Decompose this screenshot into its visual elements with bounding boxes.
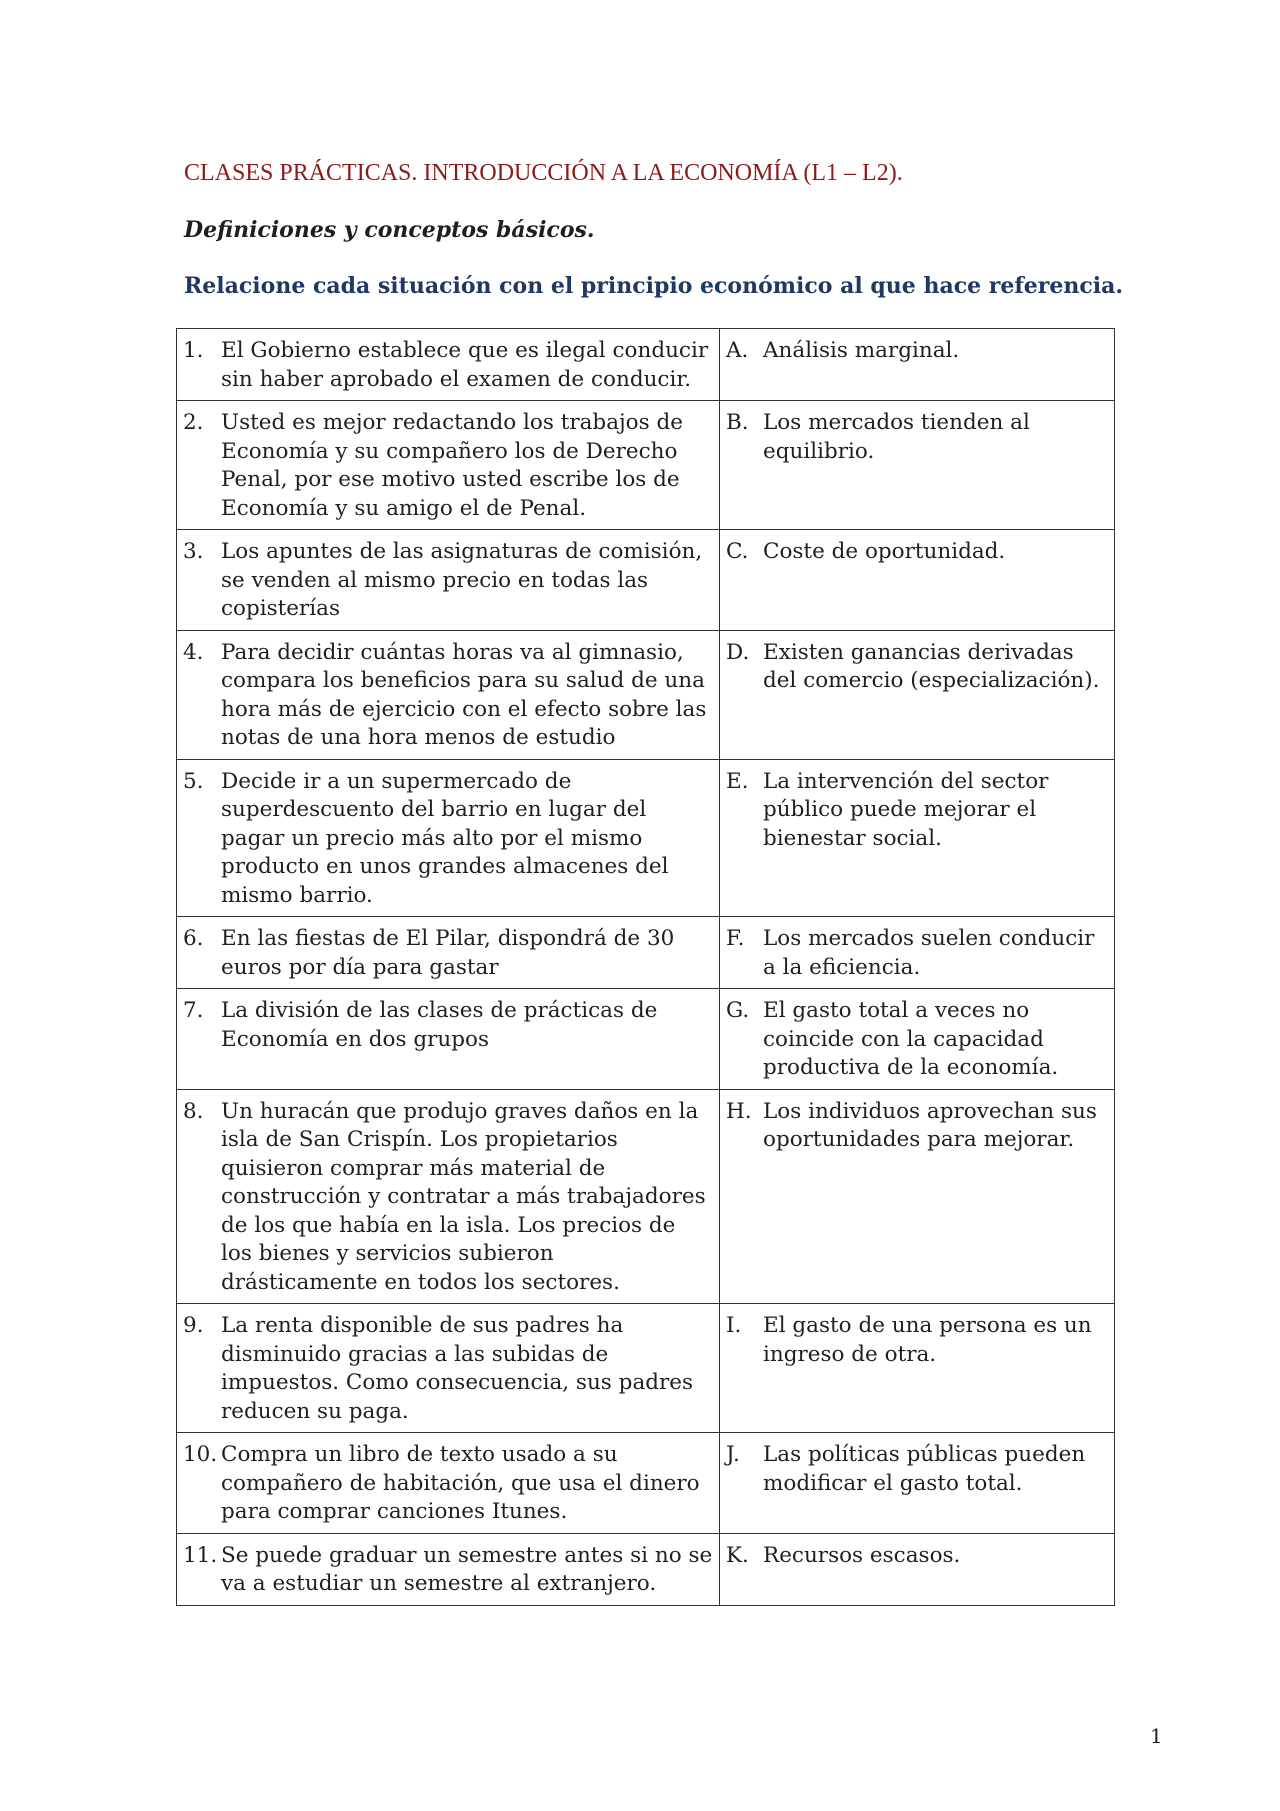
situation-cell bbox=[177, 530, 720, 631]
situation-text: La renta disponible de sus padres ha disminuido gracias a las subidas de impuestos. Como consecuencia, sus padres reducen su paga. bbox=[221, 1313, 694, 1424]
situation-cell bbox=[177, 917, 720, 989]
principle-text: Existen ganancias derivadas del comercio (especialización). bbox=[763, 639, 1100, 693]
situation-text: Un huracán que produjo graves daños en la isla de San Crispín. Los propietarios quisieron comprar más material de construcción y contratar a más trabajadores de los que había en la isla. Los precios de los bienes y servicios subieron drásticamente en todos los sectores. bbox=[221, 1098, 706, 1295]
principle-cell bbox=[720, 989, 1115, 1090]
principle-letter: K. bbox=[726, 1542, 749, 1568]
situation-number: 11. bbox=[183, 1542, 218, 1568]
principle-letter: A. bbox=[726, 338, 749, 363]
principle-text: Recursos escasos. bbox=[763, 1542, 961, 1568]
principle-letter: I. bbox=[726, 1313, 742, 1338]
principle-cell bbox=[720, 530, 1115, 631]
principle-letter: J. bbox=[726, 1442, 740, 1467]
principle-text: Análisis marginal. bbox=[763, 338, 960, 363]
table-row bbox=[177, 1089, 1115, 1304]
situation-number: 10. bbox=[183, 1442, 218, 1467]
situation-text: El Gobierno establece que es ilegal conducir sin haber aprobado el examen de conducir. bbox=[221, 338, 709, 392]
situation-number: 1. bbox=[183, 338, 204, 363]
situation-number: 7. bbox=[183, 998, 204, 1023]
situation-number: 9. bbox=[183, 1313, 204, 1338]
situation-number: 3. bbox=[183, 539, 204, 564]
section-subtitle: Definiciones y conceptos básicos. bbox=[184, 217, 595, 243]
table-row bbox=[177, 917, 1115, 989]
principle-cell bbox=[720, 401, 1115, 530]
situation-cell bbox=[177, 630, 720, 759]
principle-text: Los mercados tienden al equilibrio. bbox=[763, 410, 1030, 464]
table-row bbox=[177, 1433, 1115, 1534]
principle-cell bbox=[720, 759, 1115, 917]
table-row bbox=[177, 759, 1115, 917]
principle-letter: B. bbox=[726, 410, 749, 435]
principle-cell bbox=[720, 1304, 1115, 1433]
table-row bbox=[177, 1533, 1115, 1605]
situation-number: 5. bbox=[183, 768, 204, 794]
situation-number: 6. bbox=[183, 926, 204, 951]
situation-cell bbox=[177, 1304, 720, 1433]
situation-cell bbox=[177, 989, 720, 1090]
principle-cell bbox=[720, 917, 1115, 989]
principle-cell bbox=[720, 1433, 1115, 1534]
situation-text: Decide ir a un supermercado de superdescuento del barrio en lugar del pagar un precio más alto por el mismo producto en unos grandes almacenes del mismo barrio. bbox=[221, 768, 669, 908]
principle-cell bbox=[720, 1089, 1115, 1304]
table-row bbox=[177, 329, 1115, 401]
principle-text: La intervención del sector público puede mejorar el bienestar social. bbox=[763, 768, 1049, 851]
situation-cell bbox=[177, 759, 720, 917]
situation-text: Usted es mejor redactando los trabajos de Economía y su compañero los de Derecho Penal, por ese motivo usted escribe los de Economía y su amigo el de Penal. bbox=[221, 410, 683, 521]
principle-text: El gasto total a veces no coincide con la capacidad productiva de la economía. bbox=[763, 998, 1059, 1080]
page-number: 1 bbox=[1150, 1724, 1163, 1748]
principle-letter: F. bbox=[726, 926, 745, 951]
principle-letter: D. bbox=[726, 639, 750, 665]
principle-text: Las políticas públicas pueden modificar el gasto total. bbox=[763, 1442, 1086, 1496]
principle-text: Coste de oportunidad. bbox=[763, 539, 1006, 564]
situation-cell bbox=[177, 329, 720, 401]
situation-text: Los apuntes de las asignaturas de comisión, se venden al mismo precio en todas las copisterías bbox=[221, 539, 703, 621]
table-row bbox=[177, 630, 1115, 759]
situation-text: En las fiestas de El Pilar, dispondrá de 30 euros por día para gastar bbox=[221, 926, 675, 980]
table-row bbox=[177, 989, 1115, 1090]
situation-text: Compra un libro de texto usado a su compañero de habitación, que usa el dinero para comprar canciones Itunes. bbox=[221, 1442, 700, 1524]
principle-letter: G. bbox=[726, 998, 750, 1023]
situation-number: 2. bbox=[183, 410, 204, 435]
situation-cell bbox=[177, 1089, 720, 1304]
principle-cell bbox=[720, 329, 1115, 401]
principle-text: Los mercados suelen conducir a la eficiencia. bbox=[763, 926, 1095, 980]
principle-letter: E. bbox=[726, 768, 749, 794]
principle-letter: C. bbox=[726, 539, 749, 564]
situation-number: 4. bbox=[183, 639, 204, 665]
principle-cell bbox=[720, 630, 1115, 759]
table-row bbox=[177, 401, 1115, 530]
situation-text: Se puede graduar un semestre antes si no se va a estudiar un semestre al extranjero. bbox=[221, 1542, 713, 1596]
exercise-instruction: Relacione cada situación con el principio económico al que hace referencia. bbox=[184, 273, 1124, 299]
principle-text: Los individuos aprovechan sus oportunidades para mejorar. bbox=[763, 1098, 1097, 1152]
situation-text: Para decidir cuántas horas va al gimnasio, compara los beneficios para su salud de una hora más de ejercicio con el efecto sobre las notas de una hora menos de estudio bbox=[221, 639, 707, 750]
situation-text: La división de las clases de prácticas de Economía en dos grupos bbox=[221, 998, 658, 1052]
principle-cell bbox=[720, 1533, 1115, 1605]
table-row bbox=[177, 1304, 1115, 1433]
situation-cell bbox=[177, 1533, 720, 1605]
principle-letter: H. bbox=[726, 1098, 752, 1124]
table-row bbox=[177, 530, 1115, 631]
matching-table bbox=[176, 328, 1115, 1606]
page-title: CLASES PRÁCTICAS. INTRODUCCIÓN A LA ECONOMÍA (L1 – L2). bbox=[184, 160, 903, 186]
situation-cell bbox=[177, 401, 720, 530]
situation-number: 8. bbox=[183, 1098, 204, 1124]
situation-cell bbox=[177, 1433, 720, 1534]
principle-text: El gasto de una persona es un ingreso de otra. bbox=[763, 1313, 1092, 1367]
